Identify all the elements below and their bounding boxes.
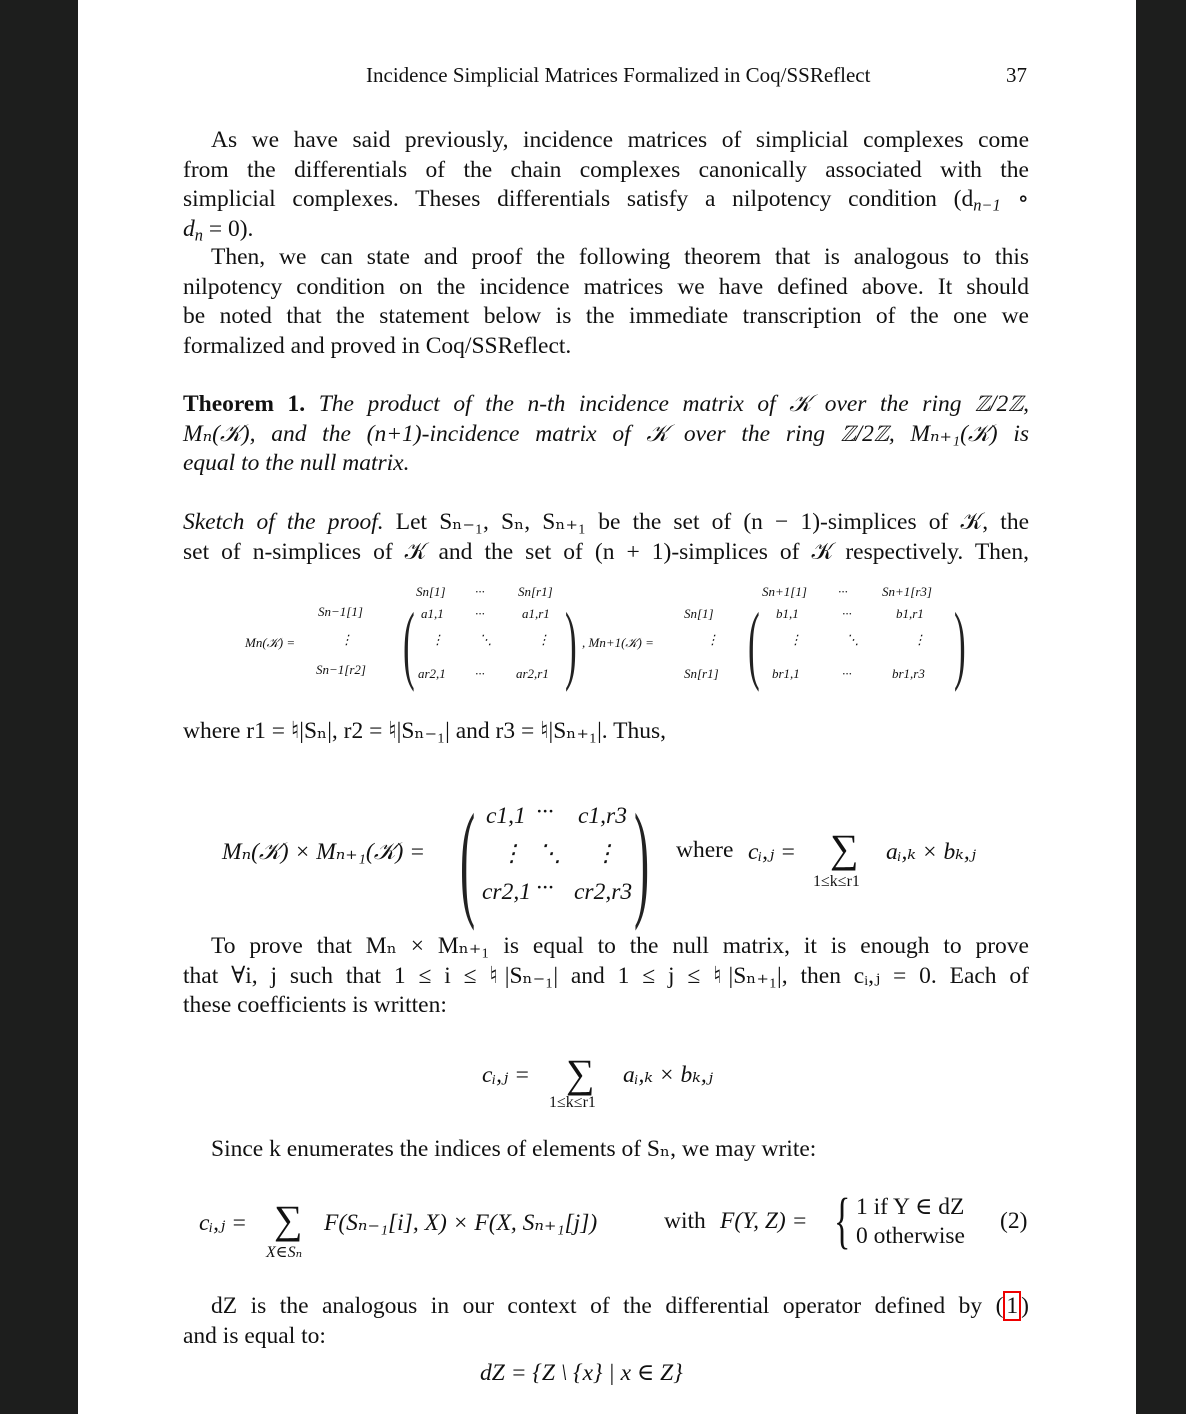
text-line: simplicial complexes. Theses differentials satisfy a nilpotency condition ($d_{n-1}$ ∘: [183, 186, 1029, 215]
theorem-text: Mₙ(𝒦), and the (n+1)-incidence matrix of 𝒦 over the ring ℤ/2ℤ, Mₙ₊₁(𝒦) is: [183, 420, 1029, 447]
with-text: with: [664, 1208, 706, 1234]
matrix-cell: ⋱: [846, 632, 859, 647]
sum-subscript: 1≤k≤r1: [549, 1094, 596, 1111]
paragraph-proof: [183, 932, 1029, 1021]
summand: aᵢ,ₖ × bₖ,ⱼ: [886, 839, 976, 865]
col-header: Sn[1]: [416, 584, 446, 599]
right-paren: ): [954, 596, 966, 693]
running-title: Incidence Simplicial Matrices Formalized in Coq/SSReflect: [366, 63, 871, 87]
sum-subscript: 1≤k≤r1: [813, 873, 860, 890]
proof-label: Sketch of the proof.: [183, 509, 384, 535]
text-line: dZ is the analogous in our context of the differential operator defined by (: [211, 1293, 1004, 1319]
matrix-cell: c1,r3: [578, 803, 627, 829]
where-line: where r1 = ♮|Sₙ|, r2 = ♮|Sₙ₋₁| and r3 = ♮|Sₙ₊₁|. Thus,: [183, 718, 666, 744]
matrix-cell: ⋮: [500, 841, 524, 867]
sum-subscript: X∈Sₙ: [266, 1244, 303, 1261]
document-page: [78, 0, 1136, 1414]
eq2-lhs: cᵢ,ⱼ =: [199, 1210, 247, 1236]
matrix-cell: ···: [475, 666, 485, 681]
f-definition: F(Y, Z) =: [720, 1208, 808, 1234]
text-line: from the differentials of the chain complexes canonically associated with the: [183, 156, 1029, 183]
text-line: Then, we can state and proof the following theorem that is analogous to this: [211, 244, 1029, 270]
page-number: 37: [1006, 63, 1027, 87]
row-header: Sn−1[r2]: [316, 662, 366, 677]
col-header: Sn[r1]: [518, 584, 553, 599]
matrix-cell: ···: [475, 606, 485, 621]
col-header: Sn+1[1]: [762, 584, 807, 599]
proof-text: set of n-simplices of 𝒦 and the set of (n + 1)-simplices of 𝒦 respectively. Then,: [183, 538, 1029, 565]
matrix-cell: ⋮: [789, 632, 802, 647]
sum-symbol: ∑: [274, 1197, 303, 1242]
left-brace: {: [834, 1187, 851, 1255]
paragraph-theorem-intro: [183, 243, 1029, 361]
matrix-cell: ⋱: [538, 841, 562, 867]
matrix-cell: ⋮: [594, 841, 618, 867]
paragraph-dZ: dZ is the analogous in our context of the differential operator defined by ( 1 ) and is equal to:: [183, 1292, 1029, 1351]
text-line: formalized and proved in Coq/SSReflect.: [183, 332, 572, 359]
theorem-text: equal to the null matrix.: [183, 450, 410, 476]
matrix-cell: a1,r1: [522, 606, 550, 621]
summand: F(Sₙ₋₁[i], X) × F(X, Sₙ₊₁[j]): [324, 1210, 598, 1236]
text-line: $d_n = 0$).: [183, 215, 254, 245]
theorem-block: [183, 390, 1029, 479]
matrix-cell: cr2,r3: [574, 879, 633, 905]
proof-text: Let Sₙ₋₁, Sₙ, Sₙ₊₁ be the set of (n − 1)-simplices of 𝒦, the: [383, 509, 1029, 535]
matrix-cell: a1,1: [421, 606, 444, 621]
col-header: Sn+1[r3]: [882, 584, 932, 599]
matrix-cell: ···: [536, 799, 554, 825]
matrix-cell: ⋱: [479, 632, 492, 647]
text-line: nilpotency condition on the incidence matrices we have defined above. It should: [183, 273, 1029, 300]
where-text: where: [676, 837, 734, 863]
text-line: and is equal to:: [183, 1322, 326, 1349]
matrix-Mn-lhs: Mn(𝒦) =: [245, 635, 296, 650]
right-paren: ): [565, 596, 577, 693]
matrix-cell: ⋮: [913, 632, 926, 647]
text-line: To prove that Mₙ × Mₙ₊₁ is equal to the null matrix, it is enough to prove: [211, 933, 1029, 959]
theorem-label: Theorem 1.: [183, 391, 306, 417]
left-paren: (: [403, 596, 415, 693]
text-line: As we have said previously, incidence matrices of simplicial complexes come: [211, 127, 1029, 153]
equation-reference-link[interactable]: 1: [1003, 1291, 1021, 1321]
matrix-Mn-equation: [78, 580, 1136, 693]
left-paren: (: [748, 596, 760, 693]
product-equation: [78, 788, 1136, 932]
matrix-cell: b1,r1: [896, 606, 924, 621]
matrix-cell: c1,1: [486, 803, 526, 829]
paragraph-intro: [183, 126, 1029, 244]
col-header: ···: [475, 584, 485, 599]
row-header: Sn[1]: [684, 606, 714, 621]
theorem-text: The product of the n-th incidence matrix of 𝒦 over the ring ℤ/2ℤ,: [318, 391, 1030, 417]
matrix-cell: cr2,1: [482, 879, 531, 905]
cij-lhs: cᵢ,ⱼ =: [482, 1062, 530, 1088]
row-header: Sn[r1]: [684, 666, 719, 681]
paragraph-since: Since k enumerates the indices of elements of Sₙ, we may write:: [211, 1136, 817, 1162]
left-paren: (: [460, 788, 476, 932]
text-line: these coefficients is written:: [183, 992, 447, 1018]
right-paren: ): [634, 788, 650, 932]
text-line: that ∀i, j such that 1 ≤ i ≤ ♮|Sₙ₋₁| and 1 ≤ j ≤ ♮|Sₙ₊₁|, then cᵢ,ⱼ = 0. Each of: [183, 962, 1029, 989]
sum-symbol: ∑: [830, 826, 859, 871]
summand: aᵢ,ₖ × bₖ,ⱼ: [623, 1062, 713, 1088]
matrix-cell: ···: [536, 875, 554, 901]
sum-symbol: ∑: [566, 1051, 595, 1096]
row-header: Sn−1[1]: [318, 604, 363, 619]
case-2: 0 otherwise: [856, 1223, 965, 1249]
product-lhs: Mₙ(𝒦) × Mₙ₊₁(𝒦) =: [222, 839, 426, 865]
matrix-cell: ···: [842, 666, 852, 681]
matrix-cell: b1,1: [776, 606, 799, 621]
text-line: be noted that the statement below is the immediate transcription of the one we: [183, 303, 1029, 329]
row-header: ⋮: [706, 632, 719, 647]
matrix-cell: br1,r3: [892, 666, 925, 681]
matrix-cell: ar2,r1: [516, 666, 549, 681]
matrix-cell: ⋮: [537, 632, 550, 647]
cij-equation: [78, 1050, 1136, 1120]
cij-label: cᵢ,ⱼ =: [748, 839, 796, 865]
matrix-Mn1-lhs: , Mn+1(𝒦) =: [582, 635, 654, 650]
equation-number: (2): [1000, 1208, 1028, 1234]
col-header: ···: [838, 584, 848, 599]
row-header: ⋮: [340, 632, 353, 647]
proof-sketch: [183, 508, 1029, 567]
matrix-cell: ···: [842, 606, 852, 621]
matrix-cell: ⋮: [431, 632, 444, 647]
equation-2: [78, 1187, 1136, 1265]
dZ-equation: dZ = {Z \ {x} | x ∈ Z}: [480, 1360, 683, 1386]
matrix-cell: ar2,1: [418, 666, 446, 681]
case-1: 1 if Y ∈ dZ: [856, 1194, 965, 1220]
matrix-cell: br1,1: [772, 666, 800, 681]
